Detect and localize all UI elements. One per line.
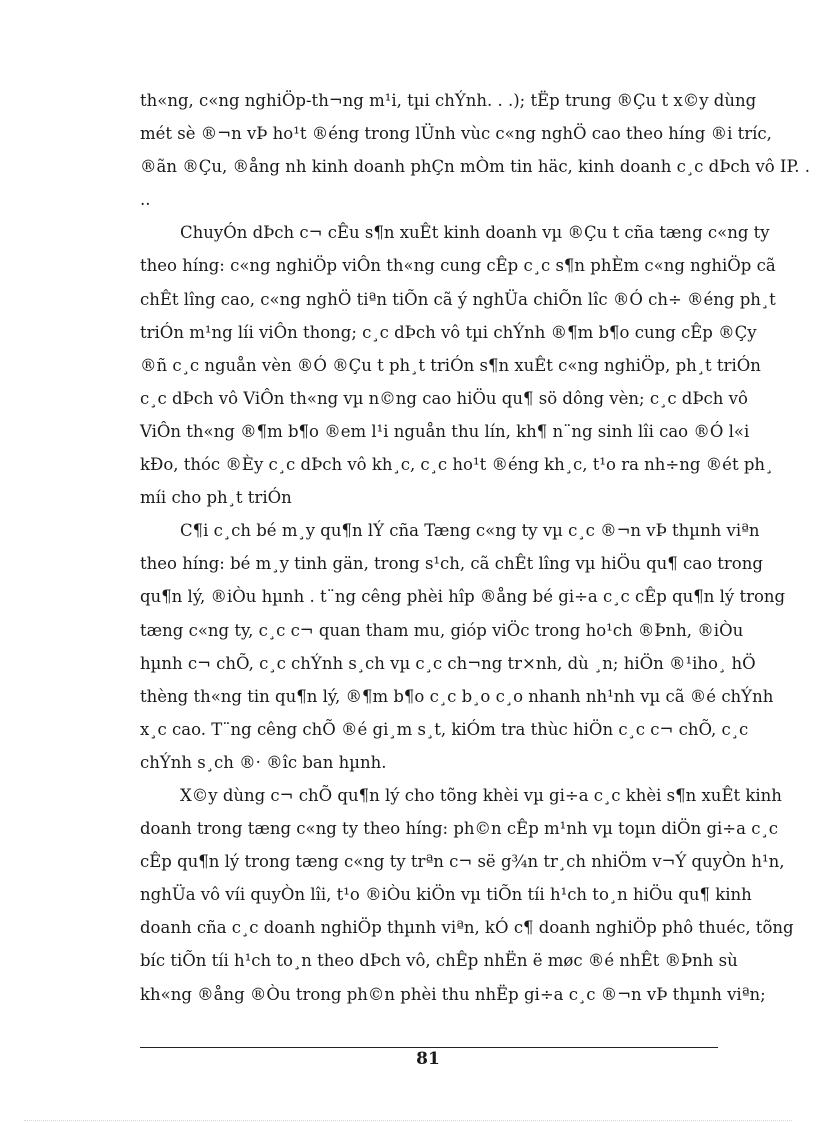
text-line: thèng th«ng tin qu¶n lý, ®¶m b¶o c¸c b¸o c¸o nhanh nh¹nh vµ cã ®é chÝnh [140, 686, 774, 706]
paragraph-1 [140, 84, 810, 216]
text-line: .. [140, 190, 151, 210]
text-line: chÝnh s¸ch ®· ®îc ban hµnh. [140, 752, 387, 772]
text-line: c¸c dÞch vô ViÔn th«ng vµ n©ng cao hiÖu qu¶ sö dông vèn; c¸c dÞch vô [140, 388, 748, 408]
text-line: doanh cña c¸c doanh nghiÖp thµnh viªn, kÓ c¶ doanh nghiÖp phô thuéc, tõng [140, 918, 794, 938]
text-line: míi cho ph¸t triÓn [140, 488, 292, 508]
text-line: theo híng: c«ng nghiÖp viÔn th«ng cung cÊp c¸c s¶n phÈm c«ng nghiÖp cã [140, 256, 776, 276]
text-line: ®ñ c¸c nguån vèn ®Ó ®Çu t ph¸t triÓn s¶n xuÊt c«ng nghiÖp, ph¸t triÓn [140, 355, 761, 375]
text-line: ChuyÓn dÞch c¬ cÊu s¶n xuÊt kinh doanh vµ ®Çu t cña tæng c«ng ty [180, 223, 770, 243]
text-line: nghÜa vô víi quyÒn lîi, t¹o ®iÒu kiÖn vµ tiÕn tíi h¹ch to¸n hiÖu qu¶ kinh [140, 885, 752, 905]
text-line: C¶i c¸ch bé m¸y qu¶n lÝ cña Tæng c«ng ty vµ c¸c ®¬n vÞ thµnh viªn [180, 521, 760, 541]
paragraph-3 [140, 514, 786, 779]
text-line: mét sè ®¬n vÞ ho¹t ®éng trong lÜnh vùc c«ng nghÖ cao theo híng ®i tríc, [140, 124, 772, 144]
text-line: hµnh c¬ chÕ, c¸c chÝnh s¸ch vµ c¸c ch¬ng tr×nh, dù ¸n; hiÖn ®¹iho¸ hÖ [140, 653, 756, 673]
page-edge-divider [24, 1120, 792, 1121]
text-line: qu¶n lý, ®iÒu hµnh . t¨ng cêng phèi hîp ®ång bé gi÷a c¸c cÊp qu¶n lý trong [140, 587, 786, 607]
page-number: 81 [416, 1049, 440, 1069]
text-line: bíc tiÕn tíi h¹ch to¸n theo dÞch vô, chÊp nhËn ë møc ®é nhÊt ®Þnh sù [140, 951, 738, 971]
paragraph-2 [140, 216, 776, 514]
text-line: ViÔn th«ng ®¶m b¶o ®em l¹i nguån thu lín, kh¶ n¨ng sinh lîi cao ®Ó l«i [140, 421, 750, 441]
paragraph-4 [140, 779, 794, 1011]
text-line: theo híng: bé m¸y tinh gän, trong s¹ch, cã chÊt lîng vµ hiÖu qu¶ cao trong [140, 554, 763, 574]
text-line: triÓn m¹ng líi viÔn thong; c¸c dÞch vô tµi chÝnh ®¶m b¶o cung cÊp ®Çy [140, 322, 757, 342]
text-line: kÐo, thóc ®Èy c¸c dÞch vô kh¸c, c¸c ho¹t ®éng kh¸c, t¹o ra nh÷ng ®ét ph¸ [140, 455, 774, 475]
text-line: chÊt lîng cao, c«ng nghÖ tiªn tiÕn cã ý nghÜa chiÕn lîc ®Ó ch÷ ®éng ph¸t [140, 289, 776, 309]
text-line: tæng c«ng ty, c¸c c¬ quan tham mu, gióp viÖc trong ho¹ch ®Þnh, ®iÒu [140, 620, 744, 640]
text-line: x¸c cao. T¨ng cêng chÕ ®é gi¸m s¸t, kiÓm tra thùc hiÖn c¸c c¬ chÕ, c¸c [140, 719, 749, 739]
text-line: th«ng, c«ng nghiÖp-th¬ng m¹i, tµi chÝnh. . .); tËp trung ®Çu t x©y dùng [140, 91, 757, 110]
text-line: cÊp qu¶n lý trong tæng c«ng ty trªn c¬ së g¾n tr¸ch nhiÖm v¬Ý quyÒn h¹n, [140, 852, 785, 872]
footer-divider [140, 1047, 718, 1048]
text-line: doanh trong tæng c«ng ty theo híng: ph©n cÊp m¹nh vµ toµn diÖn gi÷a c¸c [140, 819, 778, 839]
body-text [140, 84, 810, 1011]
text-line: ®ãn ®Çu, ®ång nh kinh doanh phÇn mÒm tin häc, kinh doanh c¸c dÞch vô IP. . [140, 157, 810, 177]
text-line: kh«ng ®ång ®Òu trong ph©n phèi thu nhËp gi÷a c¸c ®¬n vÞ thµnh viªn; [140, 984, 766, 1004]
text-line: X©y dùng c¬ chÕ qu¶n lý cho tõng khèi vµ gi÷a c¸c khèi s¶n xuÊt kinh [180, 785, 782, 805]
